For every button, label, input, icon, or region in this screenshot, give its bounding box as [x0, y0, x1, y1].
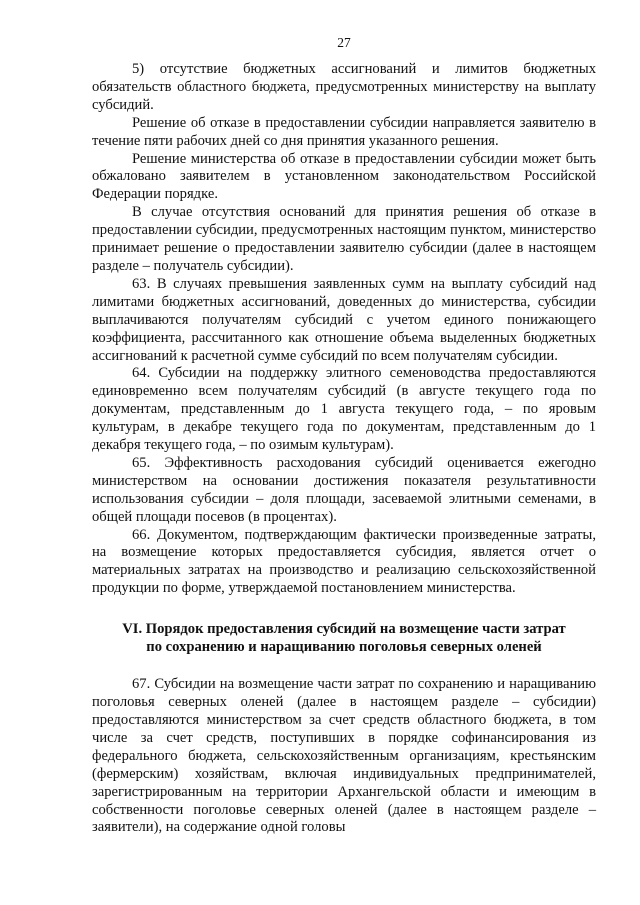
paragraph-65: 65. Эффективность расходования субсидий оценивается ежегодно министерством на основании достижения показателя результативности использования субсидии – доля площади, засеваемой элитными семенами, в общей площади посевов (в процентах).: [92, 454, 596, 525]
paragraph-refusal-notice: Решение об отказе в предоставлении субсидии направляется заявителю в течение пяти рабочих дней со дня принятия указанного решения.: [92, 114, 596, 149]
paragraph-refusal-appeal: Решение министерства об отказе в предоставлении субсидии может быть обжаловано заявителем в установленном законодательством Российской Федерации порядке.: [92, 150, 596, 203]
paragraph-item-5: 5) отсутствие бюджетных ассигнований и лимитов бюджетных обязательств областного бюджета, предусмотренных министерству на выплату субсидий.: [92, 61, 596, 113]
paragraph-67: 67. Субсидии на возмещение части затрат по сохранению и наращиванию поголовья северных оленей (далее в настоящем разделе – субсидии) предоставляются министерством за счет средств областного бюджета, в том числе за счет средств, поступивших в порядке софинансирования из федерального бюджета, сельскохозяйственным организациям, крестьянским (фермерским) хозяйствам, включая индивидуальных предпринимателей, зарегистрированным на территории Архангельской области и имеющим в собственности поголовье северных оленей (далее в настоящем разделе – заявители), на содержание одной головы: [92, 676, 596, 836]
page-number: 27: [337, 35, 351, 50]
section-heading: [92, 620, 596, 656]
section-heading-line-2: по сохранению и наращиванию поголовья северных оленей: [146, 639, 542, 656]
paragraph-66: 66. Документом, подтверждающим фактически произведенные затраты, на возмещение которых предоставляется субсидия, является отчет о материальных затратах на производство и реализацию сельскохозяйственной продукции по форме, утверждаемой постановлением министерства.: [92, 526, 596, 597]
paragraph-63: 63. В случаях превышения заявленных сумм на выплату субсидий над лимитами бюджетных ассигнований, доведенных до министерства, субсидии выплачиваются получателям субсидий с учетом единого понижающего коэффициента, рассчитанного как отношение объема выделенных бюджетных ассигнований к расчетной сумме субсидий по всем получателям субсидии.: [92, 275, 596, 364]
paragraphs-before-section: [92, 61, 596, 598]
paragraphs-after-section: [92, 676, 596, 837]
paragraph-grant-decision: В случае отсутствия оснований для принятия решения об отказе в предоставлении субсидии, предусмотренных настоящим пунктом, министерство принимает решение о предоставлении заявителю субсидии (далее в настоящем разделе – получатель субсидии).: [92, 204, 596, 274]
paragraph-64: 64. Субсидии на поддержку элитного семеноводства предоставляются единовременно всем получателям субсидий (в августе текущего года по документам, представленным до 1 августа текущего года, – по яровым культурам, в декабре текущего года по документам, представленным до 1 декабря текущего года, – по озимым культурам).: [92, 365, 596, 454]
section-heading-line-1: VI. Порядок предоставления субсидий на возмещение части затрат: [122, 621, 566, 638]
